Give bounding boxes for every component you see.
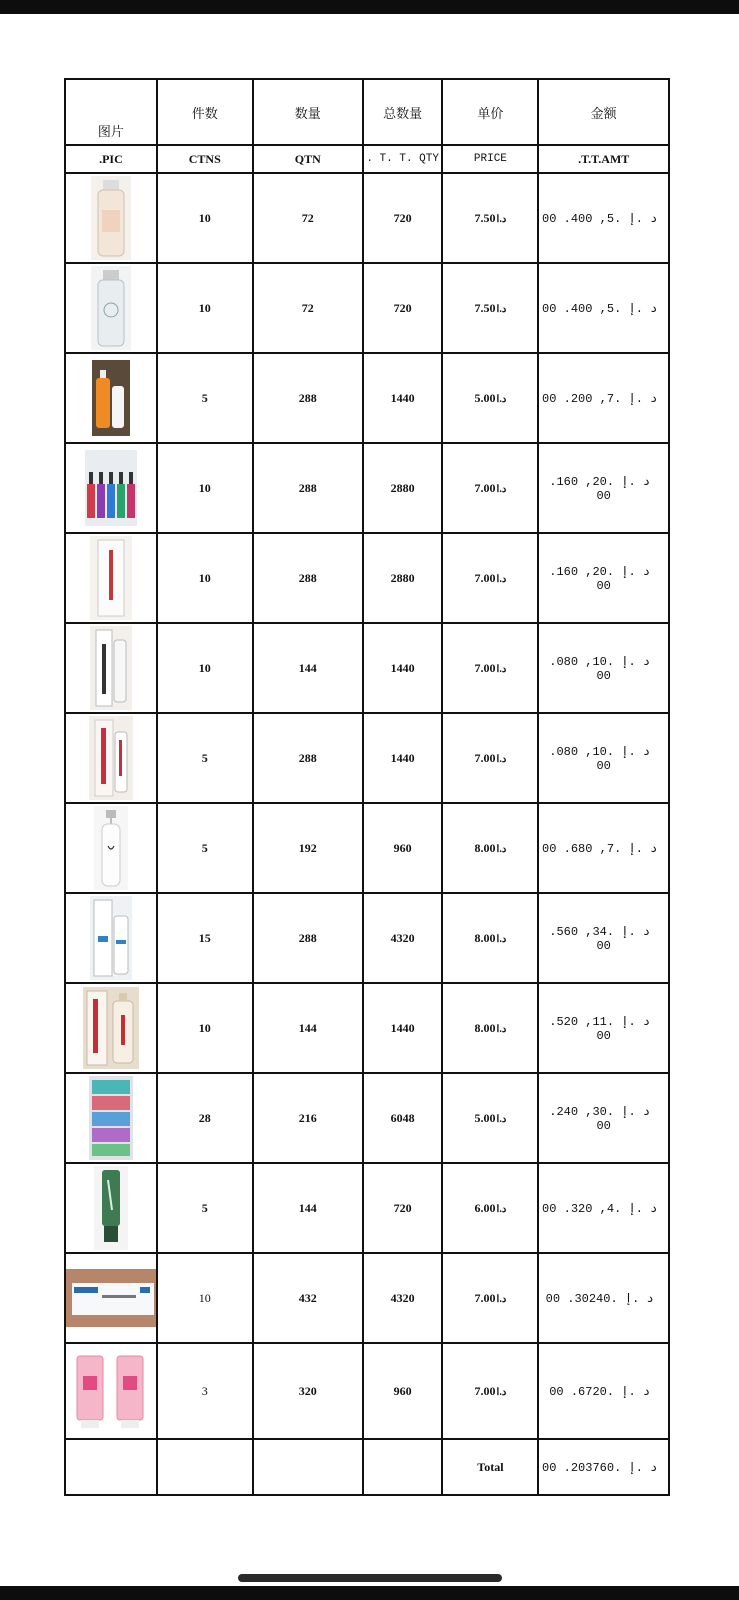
price-currency: د.ا [496, 1113, 507, 1125]
product-image [65, 803, 157, 893]
price-cell [442, 983, 538, 1073]
total-amount: 203760. 00 [542, 1460, 615, 1475]
amount-currency: د .إ . [614, 211, 658, 226]
table-row [65, 1343, 669, 1439]
home-indicator[interactable] [238, 1574, 502, 1582]
price-currency: د.ا [496, 843, 507, 855]
price-value: 7.00 [474, 1290, 496, 1305]
price-value: 7.50 [474, 210, 496, 225]
qtn-cell: 288 [253, 353, 363, 443]
tt-qty-cell: 1440 [363, 713, 443, 803]
header-price-en: PRICE [442, 145, 538, 173]
tt-qty-cell: 1440 [363, 353, 443, 443]
price-cell [442, 1253, 538, 1343]
empty-cell [65, 1439, 157, 1495]
qtn-cell: 72 [253, 263, 363, 353]
amount-value: 10, 080. 00 [549, 744, 611, 773]
header-amt-cn: 金额 [538, 79, 669, 145]
ctns-cell: 10 [157, 173, 253, 263]
header-qtn-cn: 数量 [253, 79, 363, 145]
amount-cell [538, 1343, 669, 1439]
amount-currency: د .إ . [614, 841, 658, 856]
amount-currency: د .إ . [606, 1014, 651, 1029]
tt-qty-cell: 4320 [363, 893, 443, 983]
ctns-cell: 5 [157, 353, 253, 443]
price-value: 7.00 [474, 1383, 496, 1398]
ctns-cell: 10 [157, 263, 253, 353]
invoice-page [0, 14, 739, 1586]
ctns-cell: 10 [157, 1253, 253, 1343]
price-currency: د.ا [496, 483, 507, 495]
ctns-cell: 5 [157, 803, 253, 893]
price-currency: د.ا [496, 1023, 507, 1035]
amount-cell [538, 1163, 669, 1253]
amount-cell [538, 893, 669, 983]
price-currency: د.ا [496, 393, 507, 405]
price-cell [442, 443, 538, 533]
table-row [65, 893, 669, 983]
header-ctns-cn: 件数 [157, 79, 253, 145]
price-value: 7.00 [474, 660, 496, 675]
product-image [65, 443, 157, 533]
amount-cell [538, 173, 669, 263]
amount-currency: د .إ . [614, 1201, 658, 1216]
amount-currency: د .إ . [606, 744, 651, 759]
table-row [65, 803, 669, 893]
product-image [65, 533, 157, 623]
price-value: 8.00 [474, 930, 496, 945]
qtn-cell: 216 [253, 1073, 363, 1163]
tt-qty-cell: 720 [363, 263, 443, 353]
ctns-cell: 5 [157, 713, 253, 803]
product-image [65, 713, 157, 803]
qtn-cell: 144 [253, 623, 363, 713]
price-cell [442, 353, 538, 443]
tt-qty-cell: 720 [363, 1163, 443, 1253]
table-row [65, 443, 669, 533]
amount-value: 7, 200. 00 [542, 391, 615, 406]
header-amt-en: .T.T.AMT [538, 145, 669, 173]
header-ttqty-en: . T. T. QTY [363, 145, 443, 173]
total-row [65, 1439, 669, 1495]
header-row-chinese [65, 79, 669, 145]
amount-value: 5, 400. 00 [542, 301, 615, 316]
price-value: 7.00 [474, 750, 496, 765]
amount-currency: د .إ . [606, 474, 651, 489]
amount-value: 6720. 00 [549, 1384, 607, 1399]
price-currency: د.ا [496, 573, 507, 585]
price-value: 5.00 [474, 390, 496, 405]
ctns-cell: 10 [157, 533, 253, 623]
table-row [65, 173, 669, 263]
header-qtn-en: QTN [253, 145, 363, 173]
price-currency: د.ا [496, 1386, 507, 1398]
amount-value: 7, 680. 00 [542, 841, 615, 856]
qtn-cell: 288 [253, 893, 363, 983]
product-image [65, 173, 157, 263]
product-image [65, 1253, 157, 1343]
amount-currency: د .إ . [606, 924, 651, 939]
price-currency: د.ا [496, 1293, 507, 1305]
tt-qty-cell: 6048 [363, 1073, 443, 1163]
amount-cell [538, 1073, 669, 1163]
qtn-cell: 432 [253, 1253, 363, 1343]
amount-cell [538, 263, 669, 353]
amount-currency: د .إ . [614, 391, 658, 406]
product-image [65, 983, 157, 1073]
amount-value: 5, 400. 00 [542, 211, 615, 226]
tt-qty-cell: 960 [363, 1343, 443, 1439]
price-cell [442, 173, 538, 263]
price-value: 5.00 [474, 1110, 496, 1125]
price-value: 7.00 [474, 480, 496, 495]
price-value: 7.50 [474, 300, 496, 315]
product-image [65, 353, 157, 443]
amount-cell [538, 983, 669, 1073]
product-image [65, 1343, 157, 1439]
tt-qty-cell: 1440 [363, 983, 443, 1073]
header-row-english [65, 145, 669, 173]
total-label: Total [442, 1439, 538, 1495]
header-ttqty-cn: 总数量 [363, 79, 443, 145]
table-row [65, 1253, 669, 1343]
amount-cell [538, 1253, 669, 1343]
table-row [65, 1163, 669, 1253]
amount-value: 30, 240. 00 [549, 1104, 611, 1133]
amount-currency: د .إ . [606, 654, 651, 669]
product-image [65, 623, 157, 713]
header-pic-cn: 图片 [65, 79, 157, 145]
total-currency: د .إ . [614, 1460, 658, 1475]
amount-currency: د .إ . [606, 564, 651, 579]
price-cell [442, 533, 538, 623]
amount-value: 11, 520. 00 [549, 1014, 611, 1043]
price-cell [442, 893, 538, 983]
amount-cell [538, 713, 669, 803]
amount-value: 34, 560. 00 [549, 924, 611, 953]
amount-value: 4, 320. 00 [542, 1201, 615, 1216]
price-currency: د.ا [496, 1203, 507, 1215]
amount-cell [538, 533, 669, 623]
price-currency: د.ا [496, 753, 507, 765]
qtn-cell: 288 [253, 713, 363, 803]
qtn-cell: 320 [253, 1343, 363, 1439]
ctns-cell: 3 [157, 1343, 253, 1439]
price-cell [442, 1163, 538, 1253]
tt-qty-cell: 720 [363, 173, 443, 263]
amount-value: 20, 160. 00 [549, 474, 611, 503]
empty-cell [363, 1439, 443, 1495]
amount-cell [538, 803, 669, 893]
ctns-cell: 10 [157, 623, 253, 713]
table-row [65, 1073, 669, 1163]
price-value: 7.00 [474, 570, 496, 585]
tt-qty-cell: 960 [363, 803, 443, 893]
price-currency: د.ا [496, 663, 507, 675]
ctns-cell: 5 [157, 1163, 253, 1253]
qtn-cell: 288 [253, 533, 363, 623]
ctns-cell: 28 [157, 1073, 253, 1163]
table-row [65, 533, 669, 623]
amount-currency: د .إ . [610, 1291, 654, 1306]
amount-currency: د .إ . [614, 301, 658, 316]
amount-cell [538, 623, 669, 713]
qtn-cell: 192 [253, 803, 363, 893]
price-currency: د.ا [496, 933, 507, 945]
price-value: 6.00 [474, 1200, 496, 1215]
invoice-table [64, 78, 670, 1496]
table-row [65, 353, 669, 443]
price-cell [442, 1343, 538, 1439]
table-row [65, 983, 669, 1073]
qtn-cell: 72 [253, 173, 363, 263]
table-row [65, 713, 669, 803]
ctns-cell: 15 [157, 893, 253, 983]
empty-cell [157, 1439, 253, 1495]
amount-cell [538, 353, 669, 443]
header-ctns-en: CTNS [157, 145, 253, 173]
amount-value: 10, 080. 00 [549, 654, 611, 683]
qtn-cell: 144 [253, 1163, 363, 1253]
price-cell [442, 713, 538, 803]
amount-value: 20, 160. 00 [549, 564, 611, 593]
header-pic-en: .PIC [65, 145, 157, 173]
tt-qty-cell: 4320 [363, 1253, 443, 1343]
ctns-cell: 10 [157, 443, 253, 533]
amount-cell [538, 443, 669, 533]
product-image [65, 1163, 157, 1253]
table-row [65, 623, 669, 713]
total-amount-cell [538, 1439, 669, 1495]
qtn-cell: 288 [253, 443, 363, 533]
price-value: 8.00 [474, 840, 496, 855]
header-price-cn: 单价 [442, 79, 538, 145]
amount-value: 30240. 00 [545, 1291, 611, 1306]
price-cell [442, 803, 538, 893]
product-image [65, 893, 157, 983]
price-value: 8.00 [474, 1020, 496, 1035]
product-image [65, 263, 157, 353]
price-cell [442, 1073, 538, 1163]
price-currency: د.ا [496, 303, 507, 315]
amount-currency: د .إ . [606, 1384, 651, 1399]
price-currency: د.ا [496, 213, 507, 225]
tt-qty-cell: 2880 [363, 533, 443, 623]
empty-cell [253, 1439, 363, 1495]
price-cell [442, 623, 538, 713]
product-image [65, 1073, 157, 1163]
tt-qty-cell: 1440 [363, 623, 443, 713]
price-cell [442, 263, 538, 353]
amount-currency: د .إ . [606, 1104, 651, 1119]
table-row [65, 263, 669, 353]
qtn-cell: 144 [253, 983, 363, 1073]
tt-qty-cell: 2880 [363, 443, 443, 533]
ctns-cell: 10 [157, 983, 253, 1073]
